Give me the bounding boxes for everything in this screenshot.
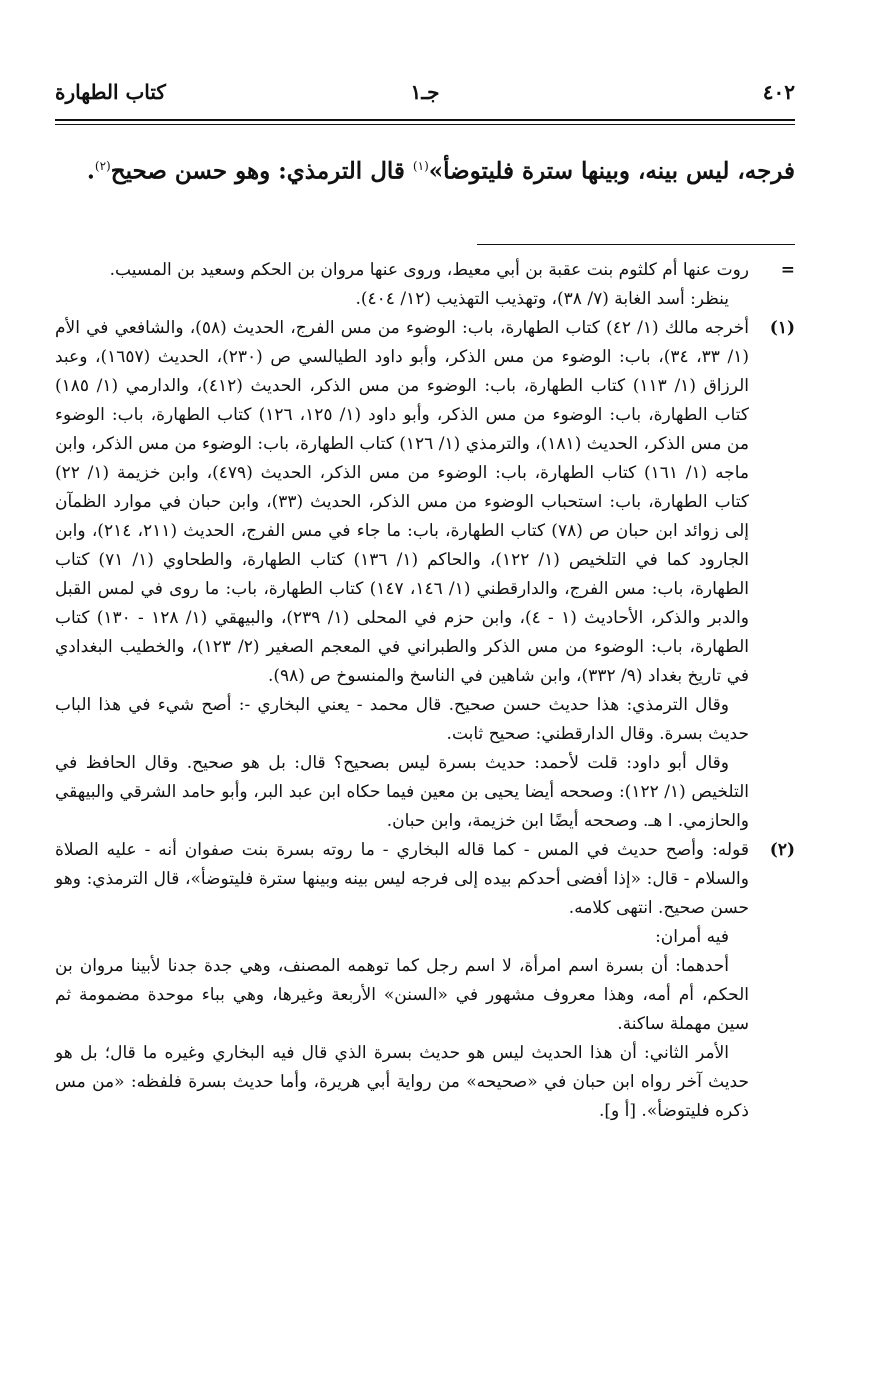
- footnote-continued: [55, 256, 795, 314]
- footnote-mark: (٢): [769, 840, 795, 860]
- running-header: [55, 80, 795, 116]
- main-text-end: .: [86, 157, 95, 185]
- footnote-ref-2: (٢): [94, 159, 111, 173]
- volume-label: جـ١: [410, 80, 440, 104]
- footnote-paragraph: أخرجه مالك (١/ ٤٢) كتاب الطهارة، باب: الوضوء من مس الفرج، الحديث (٥٨)، والشافعي في الأم (١/ ٣٣، ٣٤)، باب: الوضوء من مس الذكر، وأبو داود الطيالسي ص (٢٣٠)، الحديث (١٦٥٧)، وعبد الرزاق (١/ ١١٣) كتاب الطهارة، باب: الوضوء من مس الذكر، الحديث (٤١٢)، والدارمي (١/ ١٨٥) كتاب الطهارة، باب: الوضوء من مس الذكر، وأبو داود (١/ ١٢٥، ١٢٦) كتاب الطهارة، باب: الوضوء من مس الذكر، الحديث (١٨١)، والترمذي (١/ ١٢٦) كتاب الطهارة، باب: الوضوء من مس الذكر، وابن ماجه (١/ ١٦١) كتاب الطهارة، باب: الوضوء من مس الذكر، الحديث (٤٧٩)، وابن خزيمة (١/ ٢٢) كتاب الطهارة، باب: استحباب الوضوء من مس الذكر، الحديث (٣٣)، وابن حبان في موارد الظمآن إلى زوائد ابن حبان ص (٧٨) كتاب الطهارة، باب: ما جاء في مس الفرج، الحديث (٢١١، ٢١٤)، وابن الجارود كما في التلخيص (١/ ١٢٢)، والحاكم (١/ ١٣٦) كتاب الطهارة، والطحاوي (١/ ٧١) كتاب الطهارة، باب: مس الفرج، والدارقطني (١/ ١٤٦، ١٤٧) كتاب الطهارة، باب: ما روى في لمس القبل والدبر والذكر، الأحاديث (١ - ٤)، وابن حزم في المحلى (١/ ٢٣٩)، والبيهقي (١/ ١٢٨ - ١٣٠) كتاب الطهارة، باب: الوضوء من مس الذكر والطبراني في المعجم الصغير (٢/ ١٢٣)، والخطيب البغدادي في تاريخ بغداد (٩/ ٣٣٢)، وابن شاهين في الناسخ والمنسوخ ص (٩٨).: [55, 318, 750, 686]
- footnote-paragraph: ينظر: أسد الغابة (٧/ ٣٨)، وتهذيب التهذيب (١٢/ ٤٠٤).: [355, 289, 729, 309]
- footnote-2: [55, 836, 795, 1126]
- main-text-line-2: قال الترمذي: وهو حسن صحيح: [110, 157, 413, 185]
- footnote-ref-1: (١): [412, 159, 429, 173]
- footnotes: [55, 256, 795, 1126]
- footnote-paragraph: الأمر الثاني: أن هذا الحديث ليس هو حديث بسرة الذي قال فيه البخاري وغيره ما قال؛ بل هو حديث آخر رواه ابن حبان في «صحيحه» من رواية أبي هريرة، وأما حديث بسرة فلفظه: «من مس ذكره فليتوضأ». [أ و].: [55, 1043, 749, 1121]
- footnote-mark: (١): [769, 318, 795, 338]
- main-text-line: فرجه، ليس بينه، وبينها سترة فليتوضأ»: [428, 157, 795, 185]
- footnote-mark: =: [780, 260, 795, 280]
- page-number: ٤٠٢: [762, 80, 795, 104]
- footnote-paragraph: قوله: وأصح حديث في المس - كما قاله البخاري - ما روته بسرة بنت صفوان أنه - عليه الصلاة والسلام - قال: «إذا أفضى أحدكم بيده إلى فرجه ليس بينه وبينها سترة فليتوضأ»، قال الترمذي: وهو حسن صحيح. انتهى كلامه.: [55, 840, 749, 918]
- footnote-paragraph: وقال أبو داود: قلت لأحمد: حديث بسرة ليس بصحيح؟ قال: بل هو صحيح. وقال الحافظ في التلخيص (١/ ١٢٢): وصححه أيضا يحيى بن معين فيما حكاه ابن عبد البر، وأبو حامد الشرقي والبيهقي والحازمي. ا هـ. وصححه أيضًا ابن خزيمة، وابن حبان.: [55, 753, 749, 831]
- footnote-separator: [477, 244, 795, 245]
- header-rule: [55, 119, 795, 125]
- footnote-1: [55, 314, 795, 836]
- footnote-paragraph: روت عنها أم كلثوم بنت عقبة بن أبي معيط، وروى عنها مروان بن الحكم وسعيد بن المسيب.: [109, 260, 749, 280]
- footnote-paragraph: فيه أمران:: [655, 927, 729, 947]
- book-title: كتاب الطهارة: [55, 80, 166, 104]
- footnote-paragraph: أحدهما: أن بسرة اسم امرأة، لا اسم رجل كما توهمه المصنف، وهي جدة جدنا لأبينا مروان بن الحكم، أم أمه، وهذا معروف مشهور في «السنن» الأربعة وغيرها، وهي بباء موحدة مضمومة ثم سين مهملة ساكنة.: [55, 956, 749, 1034]
- main-text: [55, 138, 795, 200]
- footnote-paragraph: وقال الترمذي: هذا حديث حسن صحيح. قال محمد - يعني البخاري -: أصح شيء في هذا الباب حديث بسرة. وقال الدارقطني: صحيح ثابت.: [55, 695, 749, 744]
